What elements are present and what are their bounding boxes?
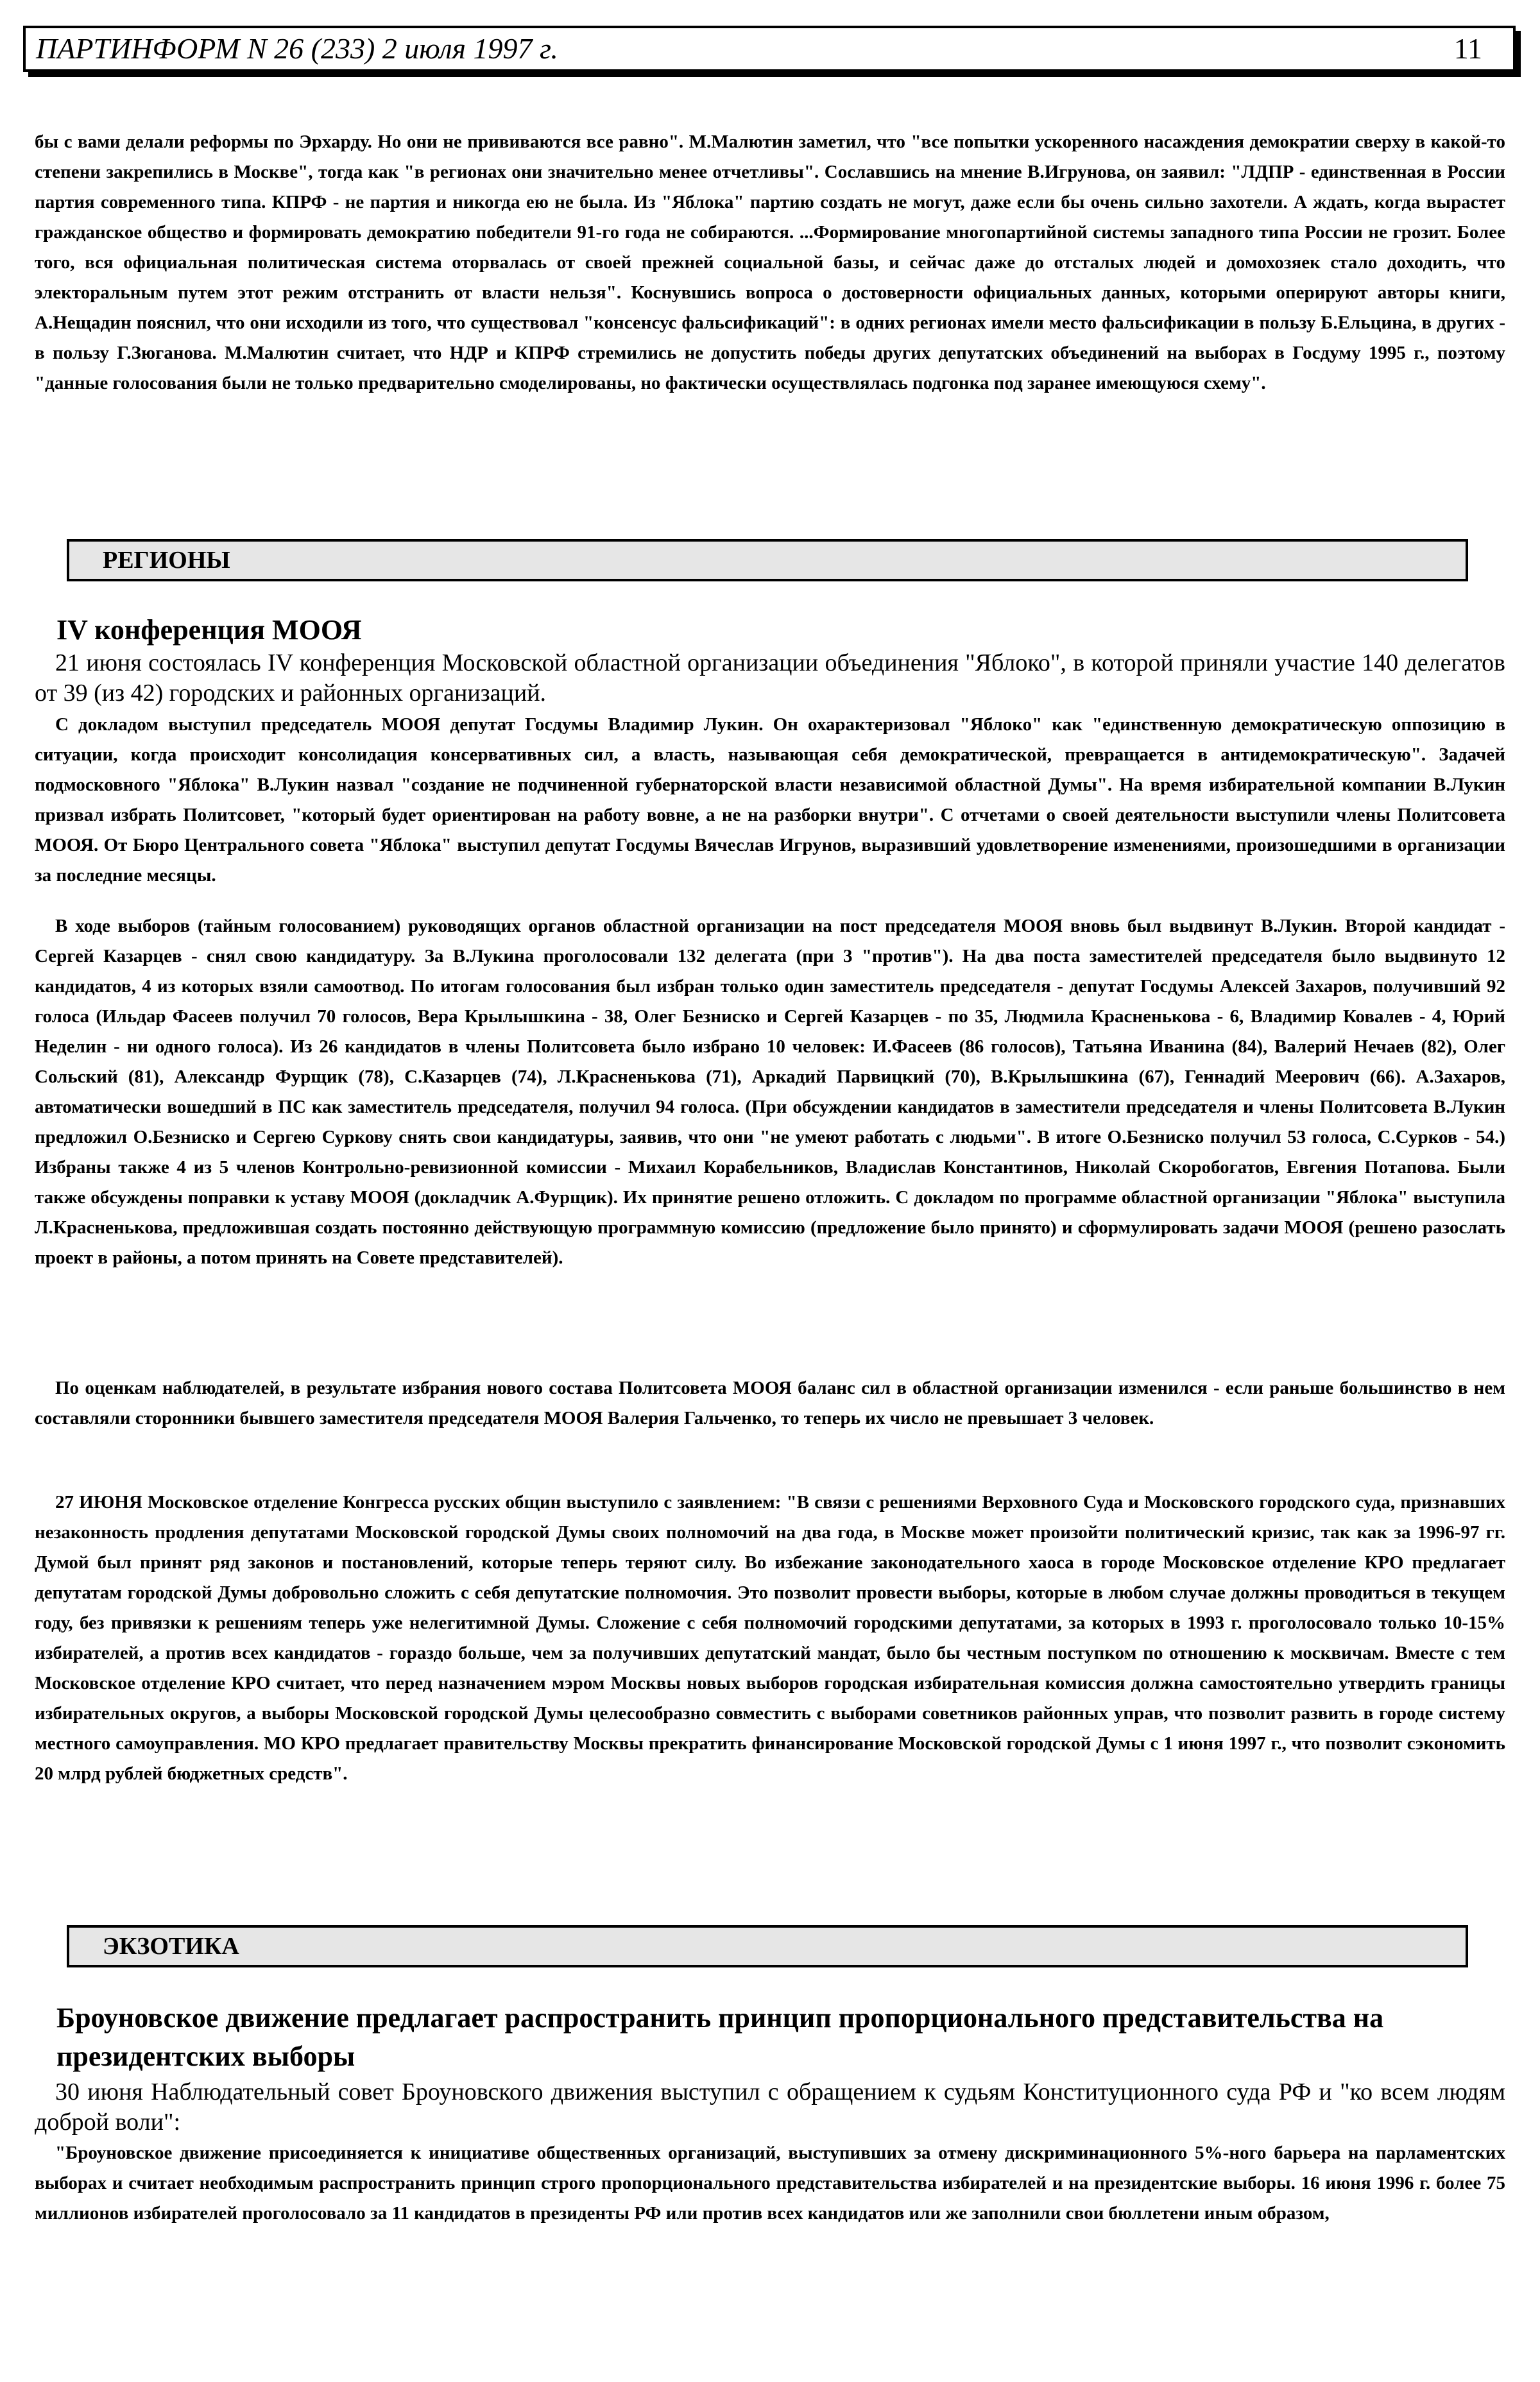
article-paragraph: С докладом выступил председатель МООЯ депутат Госдумы Владимир Лукин. Он охарактеризовал "Яблоко" как "единственную демократическую оппозицию в ситуации, когда происходит консолидация консервативных сил, а власть, называющая себя демократической, превращается в антидемократическую". Задачей подмосковного "Яблока" В.Лукин назвал "создание не подчиненной губернаторской власти независимой областной Думы". На время избирательной компании В.Лукин призвал избрать Политсовет, "который будет ориентирован на работу вовне, а не на разборки внутри". С отчетами о своей деятельности выступили члены Политсовета МООЯ. От Бюро Центрального совета "Яблока" выступил депутат Госдумы Вячеслав Игрунов, выразивший удовлетворение изменениями, произошедшими в организации за последние месяцы.: [35, 714, 1505, 886]
article-paragraph: В ходе выборов (тайным голосованием) руководящих органов областной организации на пост председателя МООЯ вновь был выдвинут В.Лукин. Второй кандидат - Сергей Казарцев - снял свою кандидатуру. За В.Лукина проголосовали 132 делегата (при 3 "против"). На два поста заместителей председателя было выдвинуто 12 кандидатов, 4 из которых взяли самоотвод. По итогам голосования был избран только один заместитель председателя - депутат Госдумы Алексей Захаров, получивший 92 голоса (Ильдар Фасеев получил 70 голосов, Вера Крылышкина - 38, Олег Безниско и Сергей Казарцев - по 35, Людмила Красненькова - 6, Владимир Ковалев - 4, Юрий Неделин - ни одного голоса). Из 26 кандидатов в члены Политсовета было избрано 10 человек: И.Фасеев (86 голосов), Татьяна Иванина (84), Валерий Нечаев (82), Олег Сольский (81), Александр Фурщик (78), С.Казарцев (74), Л.Красненькова (71), Аркадий Парвицкий (70), В.Крылышкина (67), Геннадий Меерович (66). А.Захаров, автоматически вошедший в ПС как заместитель председателя, получил 94 голоса. (При обсуждении кандидатов в заместители председателя и члены Политсовета В.Лукин предложил О.Безниско и Сергею Суркову снять свои кандидатуры, заявив, что они "не умеют работать с людьми". В итоге О.Безниско получил 53 голоса, С.Сурков - 54.) Избраны также 4 из 5 членов Контрольно-ревизионной комиссии - Михаил Корабельников, Владислав Константинов, Николай Скоробогатов, Евгения Потапова. Были также обсуждены поправки к уставу МООЯ (докладчик А.Фурщик). Их принятие решено отложить. С докладом по программе областной организации "Яблока" выступила Л.Красненькова, предложившая создать постоянно действующую программную комиссию (предложение было принято) и сформулировать задачи МООЯ (решено разослать проект в районы, а потом принять на Совете представителей).: [35, 916, 1505, 1268]
article-title: Броуновское движение предлагает распространить принцип пропорционального представительства на президентских выборы: [56, 2002, 1384, 2072]
article-paragraph: По оценкам наблюдателей, в результате избрания нового состава Политсовета МООЯ баланс сил в областной организации изменился - если раньше большинство в нем составляли сторонники бывшего заместителя председателя МООЯ Валерия Гальченко, то теперь их число не превышает 3 человек.: [35, 1378, 1505, 1428]
publication-title: ПАРТИНФОРМ N 26 (233) 2 июля 1997 г.: [36, 32, 558, 65]
intro-paragraph: бы с вами делали реформы по Эрхарду. Но они не прививаются все равно". М.Малютин заметил, что "все попытки ускоренного насаждения демократии сверху в какой-то степени закрепились в Москве", тогда как "в регионах они значительно менее отчетливы". Сославшись на мнение В.Игрунова, он заявил: "ЛДПР - единственная в России партия современного типа. КПРФ - не партия и никогда ею не была. Из "Яблока" партию создать не могут, даже если бы очень сильно захотели. А ждать, когда вырастет гражданское общество и формировать демократию победители 91-го года не собираются. ...Формирование многопартийной системы западного типа России не грозит. Более того, вся официальная политическая система оторвалась от своей прежней социальной базы, и сейчас даже до отсталых людей и домохозяек стало доходить, что электоральным путем этот режим отстранить от власти нельзя". Коснувшись вопроса о достоверности официальных данных, которыми оперируют авторы книги, А.Нещадин пояснил, что они исходили из того, что существовал "консенсус фальсификаций": в одних регионах имели место фальсификации в пользу Б.Ельцина, в других - в пользу Г.Зюганова. М.Малютин считает, что НДР и КПРФ стремились не допустить победы других депутатских объединений на выборах в Госдуму 1995 г., поэтому "данные голосования были не только предварительно смоделированы, но фактически осуществлялась подгонка под заранее имеющуюся схему".: [35, 132, 1505, 393]
article-lead: 21 июня состоялась IV конференция Московской областной организации объединения "Яблоко", в которой приняли участие 140 делегатов от 39 (из 42) городских и районных организаций.: [35, 649, 1505, 707]
page-header: [23, 26, 1516, 72]
article-title: IV конференция МООЯ: [56, 614, 362, 646]
section-label: ЭКЗОТИКА: [103, 1933, 239, 1960]
article-paragraph: 27 ИЮНЯ Московское отделение Конгресса русских общин выступило с заявлением: "В связи с решениями Верховного Суда и Московского городского суда, признавших незаконность продления депутатами Московской городской Думы своих полномочий на два года, в Москве может произойти политический кризис, так как за 1996-97 гг. Думой был принят ряд законов и постановлений, которые теперь теряют силу. Во избежание законодательного хаоса в городе Московское отделение КРО предлагает депутатам городской Думы добровольно сложить с себя депутатские полномочия. Это позволит провести выборы, которые в любом случае должны проводиться в текущем году, без привязки к решениям теперь уже нелегитимной Думы. Сложение с себя полномочий городскими депутатами, за которых в 1993 г. проголосовало только 10-15% избирателей, а против всех кандидатов - гораздо больше, чем за получивших депутатский мандат, было бы честным поступком по отношению к москвичам. Вместе с тем Московское отделение КРО считает, что перед назначением мэром Москвы новых выборов городская избирательная комиссия должна самостоятельно утвердить границы избирательных округов, а выборы Московской городской Думы целесообразно совместить с выборами советников районных управ, что позволит развить в городе систему местного самоуправления. МО КРО предлагает правительству Москвы прекратить финансирование Московской городской Думы с 1 июня 1997 г., что позволит сэкономить 20 млрд рублей бюджетных средств".: [35, 1492, 1505, 1784]
section-header-regions: [67, 539, 1468, 581]
article-lead: 30 июня Наблюдательный совет Броуновского движения выступил с обращением к судьям Конституционного суда РФ и "ко всем людям доброй воли":: [35, 2078, 1505, 2136]
section-label: РЕГИОНЫ: [103, 547, 230, 574]
article-paragraph: "Броуновское движение присоединяется к инициативе общественных организаций, выступивших за отмену дискриминационного 5%-ного барьера на парламентских выборах и считает необходимым распространить принцип строго пропорционального представительства избирателей и на президентские выборы. 16 июня 1996 г. более 75 миллионов избирателей проголосовало за 11 кандидатов в президенты РФ или против всех кандидатов или же заполнили свои бюллетени иным образом,: [35, 2143, 1505, 2223]
section-header-exotic: [67, 1925, 1468, 1967]
page-number: 11: [1453, 32, 1482, 65]
